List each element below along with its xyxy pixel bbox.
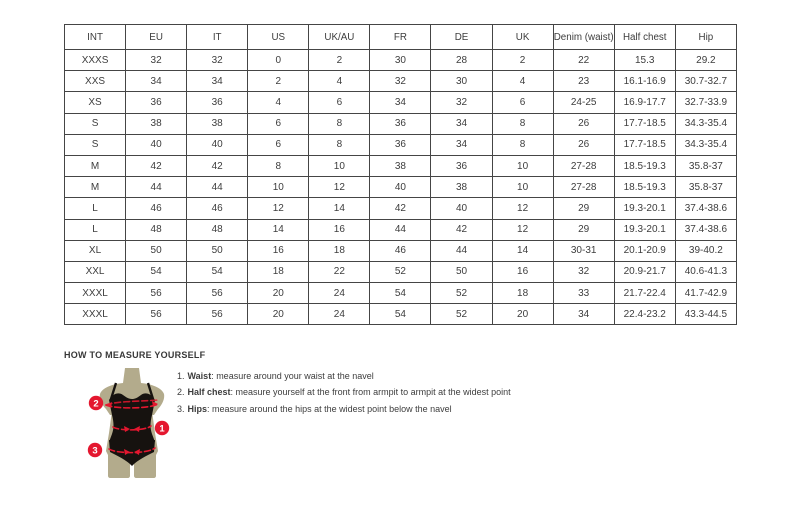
table-cell: XXXL <box>65 304 126 325</box>
table-cell: 48 <box>126 219 187 240</box>
measure-step-waist <box>177 372 511 381</box>
table-cell: 8 <box>492 134 553 155</box>
table-cell: 2 <box>248 71 309 92</box>
badge-hips-number: 3 <box>92 445 98 457</box>
mannequin-illustration <box>82 367 182 479</box>
table-cell: 44 <box>431 240 492 261</box>
table-cell: XXXL <box>65 283 126 304</box>
table-cell: 36 <box>126 92 187 113</box>
column-header: FR <box>370 25 431 50</box>
table-cell: 40 <box>370 177 431 198</box>
step-number: 1. <box>177 371 185 381</box>
measure-step-half-chest <box>177 388 511 397</box>
table-cell: 20 <box>248 304 309 325</box>
step-text: : measure around the hips at the widest point below the navel <box>207 403 452 414</box>
badge-waist <box>155 421 169 435</box>
size-table-body <box>65 50 737 325</box>
table-row <box>65 198 737 219</box>
table-cell: 40.6-41.3 <box>675 261 736 282</box>
measure-guide-heading: HOW TO MEASURE YOURSELF <box>64 350 206 360</box>
table-cell: 32 <box>187 50 248 71</box>
table-cell: 22.4-23.2 <box>614 304 675 325</box>
table-cell: 14 <box>309 198 370 219</box>
table-cell: 12 <box>492 219 553 240</box>
table-cell: 52 <box>370 261 431 282</box>
badge-chest-number: 2 <box>93 398 99 410</box>
table-cell: 30-31 <box>553 240 614 261</box>
table-cell: 0 <box>248 50 309 71</box>
table-cell: 21.7-22.4 <box>614 283 675 304</box>
size-chart-header <box>65 25 737 50</box>
table-row <box>65 304 737 325</box>
table-cell: 16 <box>309 219 370 240</box>
table-cell: 34.3-35.4 <box>675 134 736 155</box>
table-cell: 19.3-20.1 <box>614 219 675 240</box>
column-header: DE <box>431 25 492 50</box>
table-cell: 54 <box>126 261 187 282</box>
table-cell: 39-40.2 <box>675 240 736 261</box>
table-cell: 6 <box>309 92 370 113</box>
badge-hips <box>88 443 102 457</box>
step-text: : measure yourself at the front from armpit to armpit at the widest point <box>230 387 511 398</box>
table-cell: 34 <box>431 134 492 155</box>
column-header: US <box>248 25 309 50</box>
table-cell: 27-28 <box>553 155 614 176</box>
table-cell: 32 <box>553 261 614 282</box>
table-cell: 8 <box>248 155 309 176</box>
step-label: Waist <box>187 371 212 381</box>
table-cell: 32 <box>370 71 431 92</box>
table-cell: 29 <box>553 198 614 219</box>
table-cell: 52 <box>431 283 492 304</box>
step-number: 3. <box>177 403 185 414</box>
table-cell: 54 <box>370 283 431 304</box>
table-cell: 10 <box>309 155 370 176</box>
table-cell: S <box>65 113 126 134</box>
table-cell: 35.8-37 <box>675 177 736 198</box>
table-cell: 56 <box>126 283 187 304</box>
table-cell: 34.3-35.4 <box>675 113 736 134</box>
table-cell: 22 <box>309 261 370 282</box>
size-chart-table <box>64 24 737 325</box>
table-cell: 30.7-32.7 <box>675 71 736 92</box>
column-header: UK/AU <box>309 25 370 50</box>
table-cell: 15.3 <box>614 50 675 71</box>
table-cell: 24 <box>309 283 370 304</box>
step-number: 2. <box>177 387 185 398</box>
table-cell: 52 <box>431 304 492 325</box>
table-cell: 26 <box>553 134 614 155</box>
table-row <box>65 219 737 240</box>
table-cell: 42 <box>431 219 492 240</box>
table-cell: M <box>65 155 126 176</box>
table-cell: 6 <box>248 113 309 134</box>
table-cell: 17.7-18.5 <box>614 113 675 134</box>
table-cell: 42 <box>126 155 187 176</box>
table-cell: 44 <box>187 177 248 198</box>
table-cell: 10 <box>492 155 553 176</box>
table-cell: 40 <box>431 198 492 219</box>
table-cell: 34 <box>431 113 492 134</box>
table-cell: L <box>65 198 126 219</box>
table-cell: 22 <box>553 50 614 71</box>
table-cell: 30 <box>431 71 492 92</box>
table-cell: XXXS <box>65 50 126 71</box>
table-cell: 41.7-42.9 <box>675 283 736 304</box>
table-cell: 26 <box>553 113 614 134</box>
table-cell: 34 <box>126 71 187 92</box>
table-cell: 18 <box>248 261 309 282</box>
table-cell: 4 <box>309 71 370 92</box>
table-cell: 19.3-20.1 <box>614 198 675 219</box>
table-row <box>65 134 737 155</box>
table-cell: 34 <box>187 71 248 92</box>
table-cell: 40 <box>126 134 187 155</box>
table-cell: 56 <box>126 304 187 325</box>
table-cell: 38 <box>126 113 187 134</box>
table-cell: 56 <box>187 304 248 325</box>
table-cell: 16 <box>248 240 309 261</box>
table-cell: 54 <box>370 304 431 325</box>
table-cell: 28 <box>431 50 492 71</box>
table-cell: 44 <box>126 177 187 198</box>
table-cell: 37.4-38.6 <box>675 198 736 219</box>
table-cell: 2 <box>492 50 553 71</box>
table-row <box>65 113 737 134</box>
table-cell: 32 <box>126 50 187 71</box>
table-cell: 6 <box>492 92 553 113</box>
table-cell: 56 <box>187 283 248 304</box>
table-cell: M <box>65 177 126 198</box>
column-header: Denim (waist) <box>553 25 614 50</box>
table-cell: 34 <box>370 92 431 113</box>
table-cell: 8 <box>492 113 553 134</box>
table-row <box>65 50 737 71</box>
step-label: Hips <box>187 403 208 414</box>
table-row <box>65 155 737 176</box>
column-header: Hip <box>675 25 736 50</box>
table-cell: 50 <box>431 261 492 282</box>
badge-half-chest <box>89 396 103 410</box>
table-cell: 37.4-38.6 <box>675 219 736 240</box>
table-cell: 23 <box>553 71 614 92</box>
table-cell: XXL <box>65 261 126 282</box>
table-cell: 42 <box>370 198 431 219</box>
table-cell: 38 <box>187 113 248 134</box>
step-label: Half chest <box>187 387 231 398</box>
table-cell: 14 <box>492 240 553 261</box>
table-cell: 12 <box>248 198 309 219</box>
table-cell: 46 <box>126 198 187 219</box>
table-cell: L <box>65 219 126 240</box>
table-cell: 17.7-18.5 <box>614 134 675 155</box>
table-cell: 12 <box>492 198 553 219</box>
badge-waist-number: 1 <box>159 423 165 435</box>
table-cell: 27-28 <box>553 177 614 198</box>
table-cell: 54 <box>187 261 248 282</box>
table-row <box>65 240 737 261</box>
measurement-figure <box>82 367 182 479</box>
table-cell: 16.9-17.7 <box>614 92 675 113</box>
table-cell: 8 <box>309 113 370 134</box>
table-cell: 18 <box>309 240 370 261</box>
table-cell: 20 <box>248 283 309 304</box>
column-header: UK <box>492 25 553 50</box>
table-cell: 18.5-19.3 <box>614 155 675 176</box>
column-header: EU <box>126 25 187 50</box>
table-cell: 32 <box>431 92 492 113</box>
table-row <box>65 283 737 304</box>
table-cell: 20.1-20.9 <box>614 240 675 261</box>
column-header: IT <box>187 25 248 50</box>
table-cell: 33 <box>553 283 614 304</box>
table-cell: 29 <box>553 219 614 240</box>
table-cell: 4 <box>492 71 553 92</box>
table-cell: XS <box>65 92 126 113</box>
table-cell: 30 <box>370 50 431 71</box>
column-header: Half chest <box>614 25 675 50</box>
table-cell: 32.7-33.9 <box>675 92 736 113</box>
table-cell: 6 <box>248 134 309 155</box>
table-cell: 46 <box>370 240 431 261</box>
table-cell: 50 <box>126 240 187 261</box>
table-row <box>65 71 737 92</box>
table-cell: 42 <box>187 155 248 176</box>
table-cell: 4 <box>248 92 309 113</box>
table-cell: 50 <box>187 240 248 261</box>
table-cell: 34 <box>553 304 614 325</box>
table-cell: 48 <box>187 219 248 240</box>
table-row <box>65 261 737 282</box>
table-cell: 10 <box>492 177 553 198</box>
table-cell: 20 <box>492 304 553 325</box>
step-text: : measure around your waist at the navel <box>211 371 374 381</box>
table-cell: 36 <box>187 92 248 113</box>
column-header: INT <box>65 25 126 50</box>
header-row <box>65 25 737 50</box>
table-cell: S <box>65 134 126 155</box>
table-cell: 36 <box>370 134 431 155</box>
table-cell: 24-25 <box>553 92 614 113</box>
table-cell: 12 <box>309 177 370 198</box>
table-cell: 38 <box>431 177 492 198</box>
table-cell: 43.3-44.5 <box>675 304 736 325</box>
table-cell: 40 <box>187 134 248 155</box>
table-cell: 38 <box>370 155 431 176</box>
table-cell: 16 <box>492 261 553 282</box>
table-cell: 16.1-16.9 <box>614 71 675 92</box>
table-row <box>65 92 737 113</box>
table-cell: 2 <box>309 50 370 71</box>
table-cell: XL <box>65 240 126 261</box>
table-cell: 36 <box>431 155 492 176</box>
table-cell: 20.9-21.7 <box>614 261 675 282</box>
table-cell: 36 <box>370 113 431 134</box>
table-cell: 18 <box>492 283 553 304</box>
table-cell: XXS <box>65 71 126 92</box>
table-row <box>65 177 737 198</box>
table-cell: 8 <box>309 134 370 155</box>
measure-steps <box>177 372 511 421</box>
table-cell: 14 <box>248 219 309 240</box>
table-cell: 10 <box>248 177 309 198</box>
table-cell: 29.2 <box>675 50 736 71</box>
table-cell: 44 <box>370 219 431 240</box>
table-cell: 35.8-37 <box>675 155 736 176</box>
measure-step-hips <box>177 405 511 414</box>
table-cell: 46 <box>187 198 248 219</box>
table-cell: 18.5-19.3 <box>614 177 675 198</box>
table-cell: 24 <box>309 304 370 325</box>
